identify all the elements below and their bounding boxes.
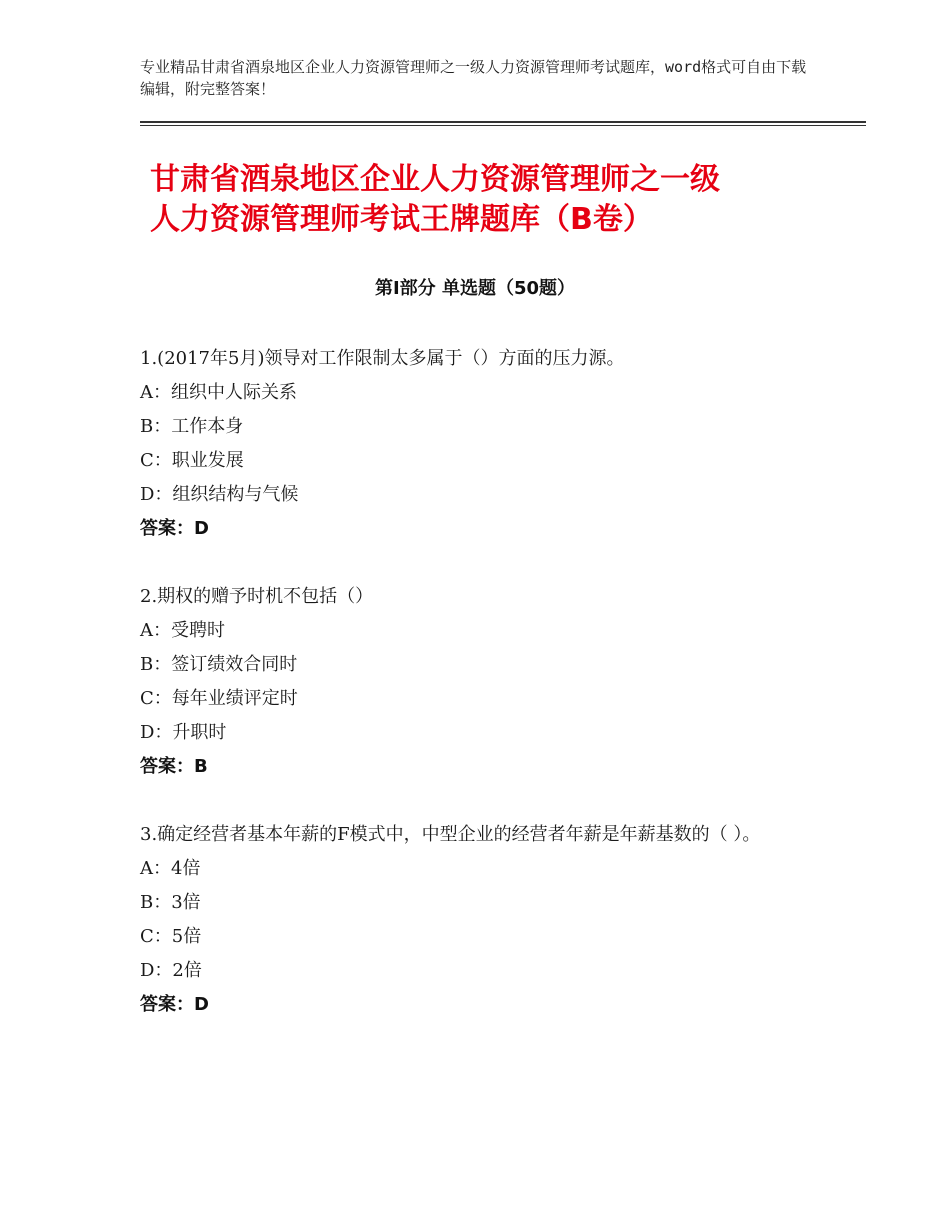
question-item [140,342,810,546]
option-b: B：工作本身 [140,416,244,437]
option-a: A：4倍 [140,858,201,879]
question-list [140,342,810,1056]
section-title: 第Ⅰ部分 单选题（50题） [374,278,575,299]
answer-line: 答案：D [140,518,209,539]
question-item [140,818,810,1022]
answer-line: 答案：D [140,994,209,1015]
option-c: C：每年业绩评定时 [140,688,298,709]
option-b: B：签订绩效合同时 [140,654,298,675]
document-title-line-1: 甘肃省酒泉地区企业人力资源管理师之一级 [150,162,720,197]
option-a: A：受聘时 [140,620,225,641]
document-title-line-2: 人力资源管理师考试王牌题库（B卷） [150,202,653,237]
option-b: B：3倍 [140,892,201,913]
option-d: D：组织结构与气候 [140,484,299,505]
header-note: 专业精品甘肃省酒泉地区企业人力资源管理师之一级人力资源管理师考试题库，word格式可自由下载编辑，附完整答案！ [140,58,807,98]
answer-line: 答案：B [140,756,208,777]
option-d: D：2倍 [140,960,202,981]
header-divider-thick [140,121,866,123]
question-stem: 2.期权的赠予时机不包括（） [140,586,374,607]
option-a: A：组织中人际关系 [140,382,297,403]
question-stem: 1.(2017年5月)领导对工作限制太多属于（）方面的压力源。 [140,348,625,369]
header-divider-thin [140,125,866,126]
question-item [140,580,810,784]
option-c: C：职业发展 [140,450,244,471]
option-c: C：5倍 [140,926,202,947]
document-title [150,160,830,240]
question-stem: 3.确定经营者基本年薪的F模式中，中型企业的经营者年薪是年薪基数的（ ）。 [140,824,761,845]
option-d: D：升职时 [140,722,227,743]
